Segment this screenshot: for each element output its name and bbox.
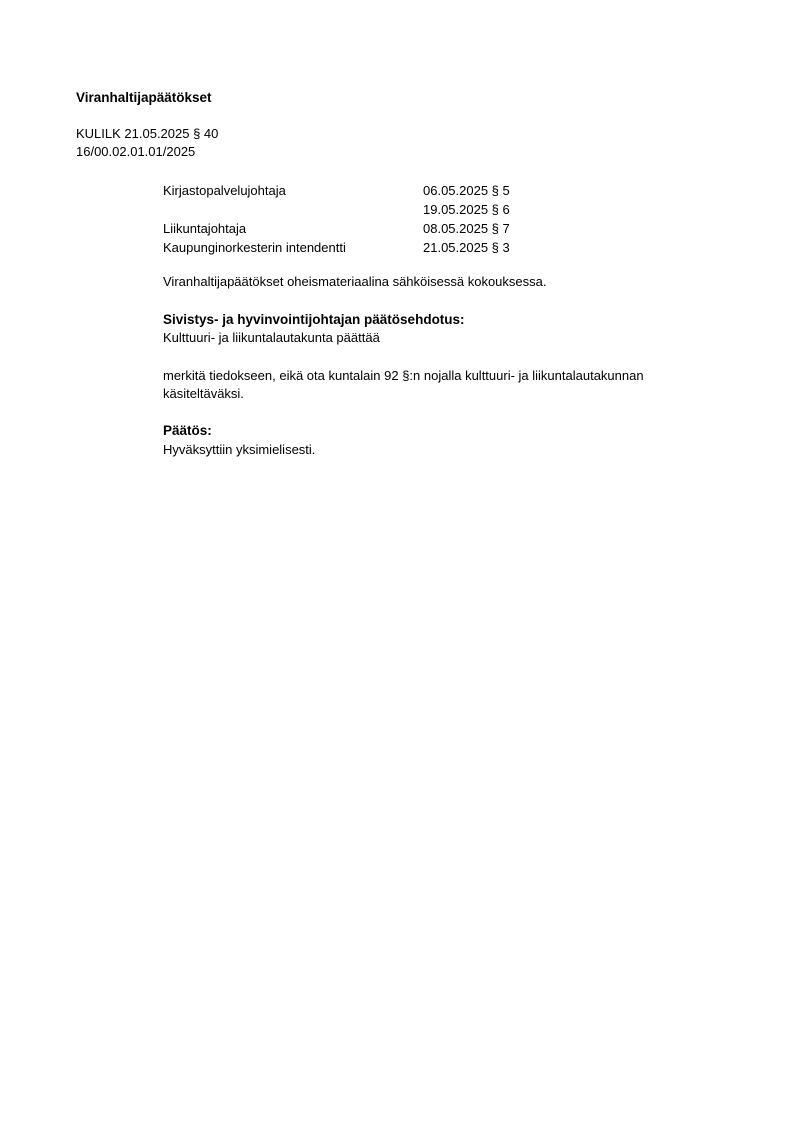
decision-date-section: 08.05.2025 § 7: [423, 221, 510, 236]
decision-row: [163, 219, 510, 238]
decision-row: [163, 238, 510, 257]
attachment-note: Viranhaltijapäätökset oheismateriaalina sähköisessä kokouksessa.: [163, 274, 547, 289]
case-number: 16/00.02.01.01/2025: [76, 144, 196, 159]
reference-block: [76, 125, 218, 161]
decision-body: Hyväksyttiin yksimielisesti.: [163, 442, 316, 457]
decision-row: [163, 181, 510, 200]
decision-date-section: 06.05.2025 § 5: [423, 183, 510, 198]
proposal-heading: Sivistys- ja hyvinvointijohtajan päätösehdotus:: [163, 312, 465, 327]
proposal-lead: Kulttuuri- ja liikuntalautakunta päättää: [163, 330, 380, 345]
decision-heading: Päätös:: [163, 423, 212, 438]
decision-date-section: 19.05.2025 § 6: [423, 202, 510, 217]
decision-official-title: Kaupunginorkesterin intendentti: [163, 240, 346, 255]
official-decisions-list: [163, 181, 510, 257]
decision-official-title: Liikuntajohtaja: [163, 221, 247, 236]
decision-date-section: 21.05.2025 § 3: [423, 240, 510, 255]
proposal-body: merkitä tiedokseen, eikä ota kuntalain 92 §:n nojalla kulttuuri- ja liikuntalautakunnan käsiteltäväksi.: [163, 368, 644, 401]
meeting-reference: KULILK 21.05.2025 § 40: [76, 126, 219, 141]
decision-official-title: Kirjastopalvelujohtaja: [163, 183, 286, 198]
decision-row: [163, 200, 510, 219]
decision-official-title: [163, 200, 423, 219]
document-heading: Viranhaltijapäätökset: [76, 90, 212, 105]
